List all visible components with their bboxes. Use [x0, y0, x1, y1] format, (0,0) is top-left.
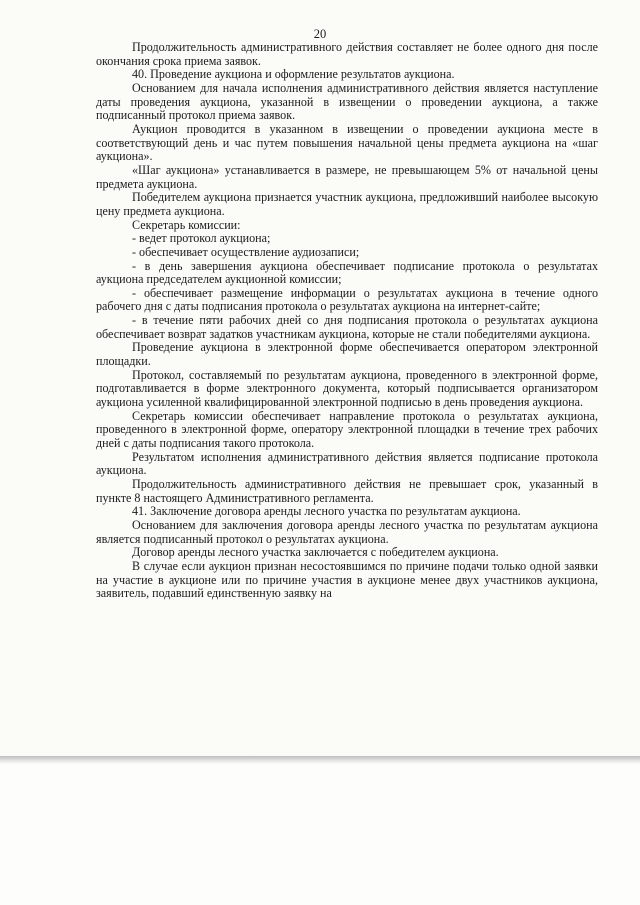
paragraph: Протокол, составляемый по результатам аукциона, проведенного в электронной форме, подготавливается в форме электронного документа, который подписывается организатором аукциона усиленной квалифицированной электронной подписью в день проведения аукциона. — [96, 367, 598, 410]
paragraph: Проведение аукциона в электронной форме обеспечивается оператором электронной площадки. — [96, 340, 598, 369]
list-item: - обеспечивает размещение информации о результатах аукциона в течение одного рабочего дня с даты подписания протокола о результатах аукциона на интернет-сайте; — [96, 285, 598, 314]
section-heading-40: 40. Проведение аукциона и оформление результатов аукциона. — [132, 67, 455, 82]
paragraph: Секретарь комиссии обеспечивает направление протокола о результатах аукциона, проведенного в электронной форме, оператору электронной площадки в течение трех рабочих дней с даты подписания такого протокола. — [96, 408, 598, 451]
paragraph: Аукцион проводится в указанном в извещении о проведении аукциона месте в соответствующий день и час путем повышения начальной цены предмета аукциона на «шаг аукциона». — [96, 121, 598, 164]
list-item: - ведет протокол аукциона; — [132, 231, 271, 246]
paragraph: Победителем аукциона признается участник аукциона, предложивший наиболее высокую цену предмета аукциона. — [96, 190, 598, 218]
paragraph: Договор аренды лесного участка заключается с победителем аукциона. — [132, 545, 499, 560]
page-edge-shadow — [0, 756, 640, 764]
paragraph: «Шаг аукциона» устанавливается в размере, не превышающем 5% от начальной цены предмета аукциона. — [96, 162, 598, 191]
list-item: - обеспечивает осуществление аудиозаписи; — [132, 244, 360, 259]
list-heading: Секретарь комиссии: — [132, 217, 241, 232]
paragraph: В случае если аукцион признан несостоявшимся по причине подачи только одной заявки на участие в аукционе или по причине участия в аукционе менее двух участников аукциона, заявитель, подавший единственную заявку на — [96, 558, 598, 601]
document-body — [96, 41, 598, 601]
list-item: - в течение пяти рабочих дней со дня подписания протокола о результатах аукциона обеспечивает возврат задатков участникам аукциона, которые не стали победителями аукциона. — [96, 313, 598, 341]
paragraph: Продолжительность административного действия составляет не более одного дня после окончания срока приема заявок. — [96, 40, 598, 68]
paragraph: Основанием для начала исполнения административного действия является наступление даты проведения аукциона, указанной в извещении о проведении аукциона, а также подписанный протокол приема заявок. — [96, 80, 598, 123]
page-number: 20 — [313, 27, 327, 41]
paragraph: Результатом исполнения административного действия является подписание протокола аукциона. — [96, 449, 598, 478]
paragraph: Продолжительность административного действия не превышает срок, указанный в пункте 8 настоящего Административного регламента. — [96, 477, 598, 505]
list-item: - в день завершения аукциона обеспечивает подписание протокола о результатах аукциона председателем аукционной комиссии; — [96, 258, 598, 287]
section-heading-41: 41. Заключение договора аренды лесного участка по результатам аукциона. — [132, 504, 521, 519]
paragraph: Основанием для заключения договора аренды лесного участка по результатам аукциона является подписанный протокол о результатах аукциона. — [96, 517, 598, 546]
